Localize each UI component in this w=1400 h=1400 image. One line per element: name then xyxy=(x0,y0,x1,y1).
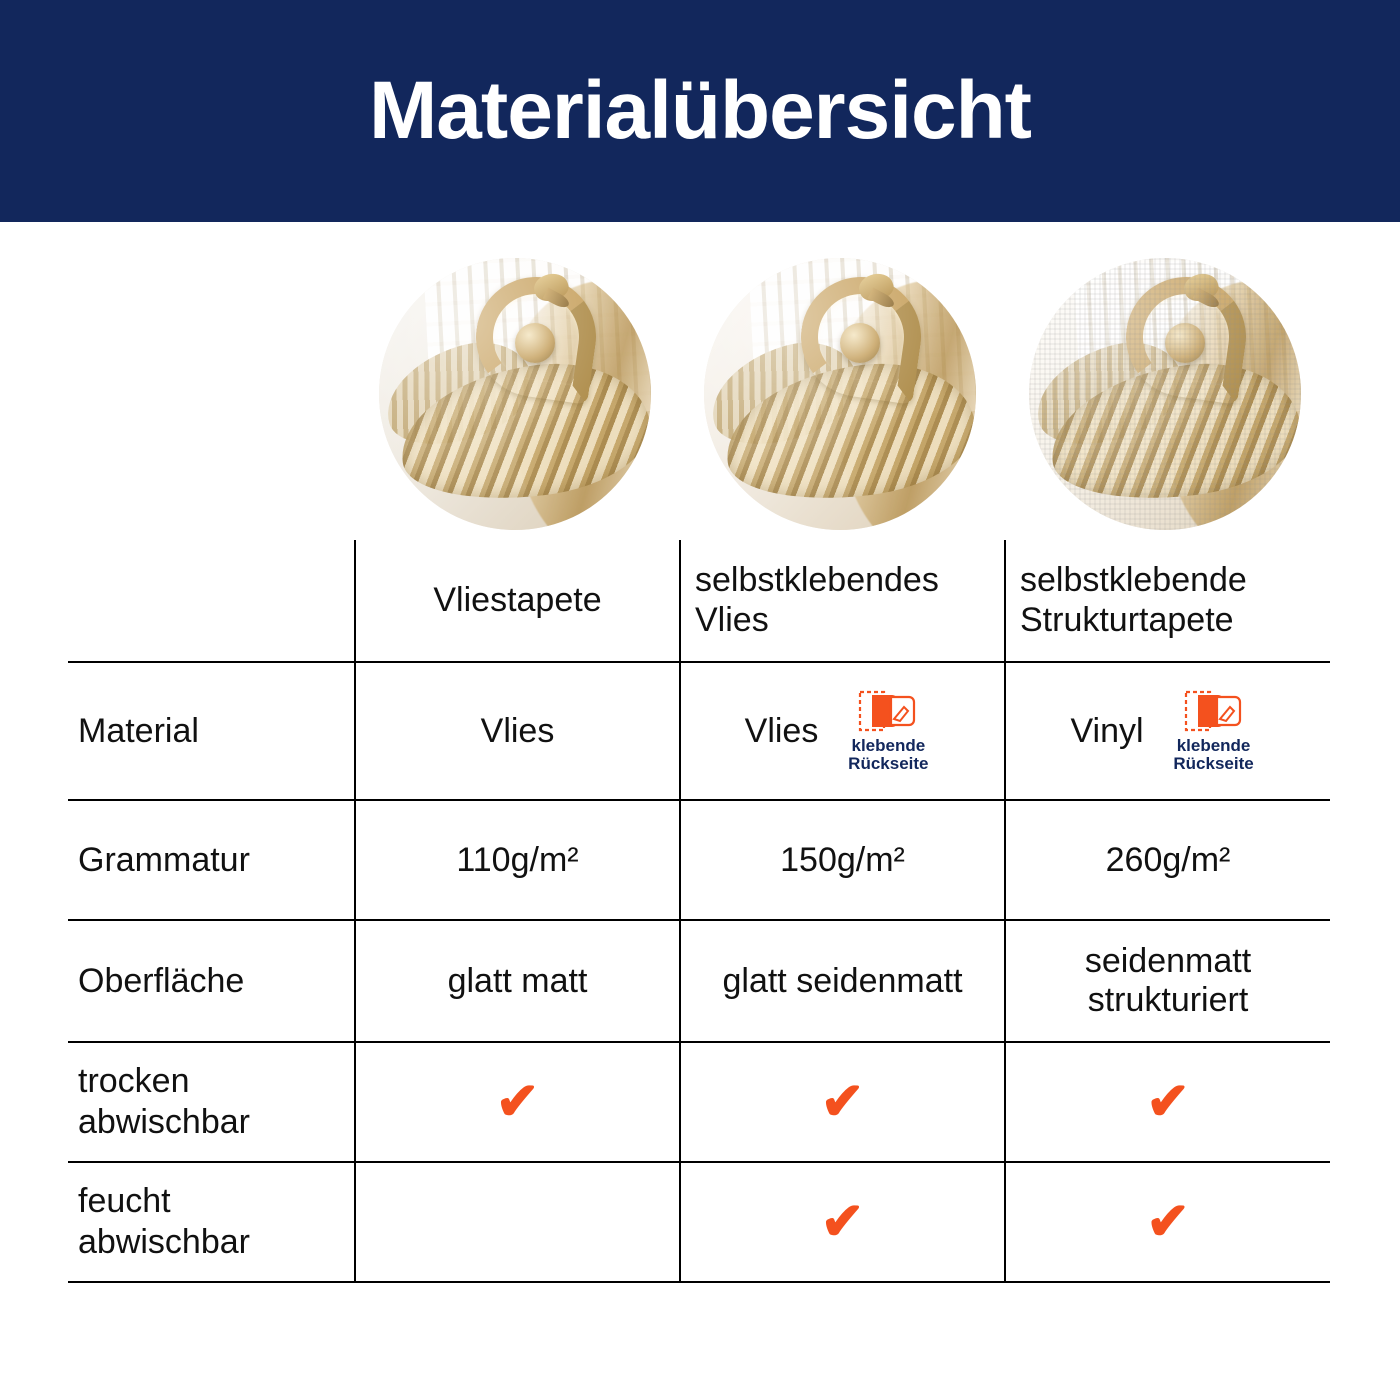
cell-trocken-strukturtapete xyxy=(1005,1042,1330,1162)
swatch-vliestapete xyxy=(379,258,651,530)
cell-oberflaeche-strukturtapete: seidenmatt strukturiert xyxy=(1005,920,1330,1042)
cell-material-selbstklebendes-vlies xyxy=(680,662,1005,800)
table-header-row xyxy=(68,540,1330,662)
column-header-1: Vliestapete xyxy=(355,540,680,662)
column-header-2: selbstklebendes Vlies xyxy=(680,540,1005,662)
table-row xyxy=(68,800,1330,920)
check-icon: ✔ xyxy=(1146,1073,1190,1131)
adhesive-back-icon xyxy=(858,689,918,733)
cell-grammatur-strukturtapete: 260g/m² xyxy=(1005,800,1330,920)
table-row xyxy=(68,1042,1330,1162)
row-label-trocken-abwischbar: trocken abwischbar xyxy=(68,1042,355,1162)
adhesive-back-label: klebende Rückseite xyxy=(848,736,929,773)
cell-feucht-selbstklebendes-vlies xyxy=(680,1162,1005,1282)
material-comparison-table xyxy=(68,540,1330,1283)
row-label-material: Material xyxy=(68,662,355,800)
column-header-3: selbstklebende Strukturtapete xyxy=(1005,540,1330,662)
check-icon: ✔ xyxy=(820,1073,865,1131)
cell-grammatur-selbstklebendes-vlies: 150g/m² xyxy=(680,800,1005,920)
cell-feucht-vliestapete xyxy=(355,1162,680,1282)
cell-material-vliestapete xyxy=(355,662,680,800)
adhesive-back-badge xyxy=(836,689,940,773)
cell-text: Vlies xyxy=(744,711,819,750)
adhesive-back-label: klebende Rückseite xyxy=(1173,736,1254,773)
table-row xyxy=(68,920,1330,1042)
cell-text: Vinyl xyxy=(1070,711,1144,750)
cell-trocken-selbstklebendes-vlies xyxy=(680,1042,1005,1162)
adhesive-back-badge xyxy=(1162,689,1266,773)
row-label-oberflaeche: Oberfläche xyxy=(68,920,355,1042)
check-icon: ✔ xyxy=(495,1073,540,1131)
row-label-feucht-abwischbar: feucht abwischbar xyxy=(68,1162,355,1282)
swatch-cell-2 xyxy=(677,258,1002,536)
row-label-grammatur: Grammatur xyxy=(68,800,355,920)
cell-grammatur-vliestapete: 110g/m² xyxy=(355,800,680,920)
cell-trocken-vliestapete xyxy=(355,1042,680,1162)
table-row xyxy=(68,662,1330,800)
page-header xyxy=(0,0,1400,222)
swatch-cell-1 xyxy=(352,258,677,536)
cell-text: Vlies xyxy=(480,711,555,750)
table-corner-cell xyxy=(68,540,355,662)
check-icon: ✔ xyxy=(820,1193,865,1251)
swatch-selbstklebendes-vlies xyxy=(704,258,976,530)
cell-oberflaeche-vliestapete: glatt matt xyxy=(355,920,680,1042)
material-swatch-row xyxy=(352,258,1327,536)
adhesive-back-icon xyxy=(1184,689,1244,733)
check-icon: ✔ xyxy=(1146,1193,1190,1251)
cell-oberflaeche-selbstklebendes-vlies: glatt seidenmatt xyxy=(680,920,1005,1042)
cell-feucht-strukturtapete xyxy=(1005,1162,1330,1282)
swatch-cell-3 xyxy=(1002,258,1327,536)
cell-material-strukturtapete xyxy=(1005,662,1330,800)
swatch-strukturtapete xyxy=(1029,258,1301,530)
table-row xyxy=(68,1162,1330,1282)
page-title: Materialübersicht xyxy=(369,65,1031,156)
